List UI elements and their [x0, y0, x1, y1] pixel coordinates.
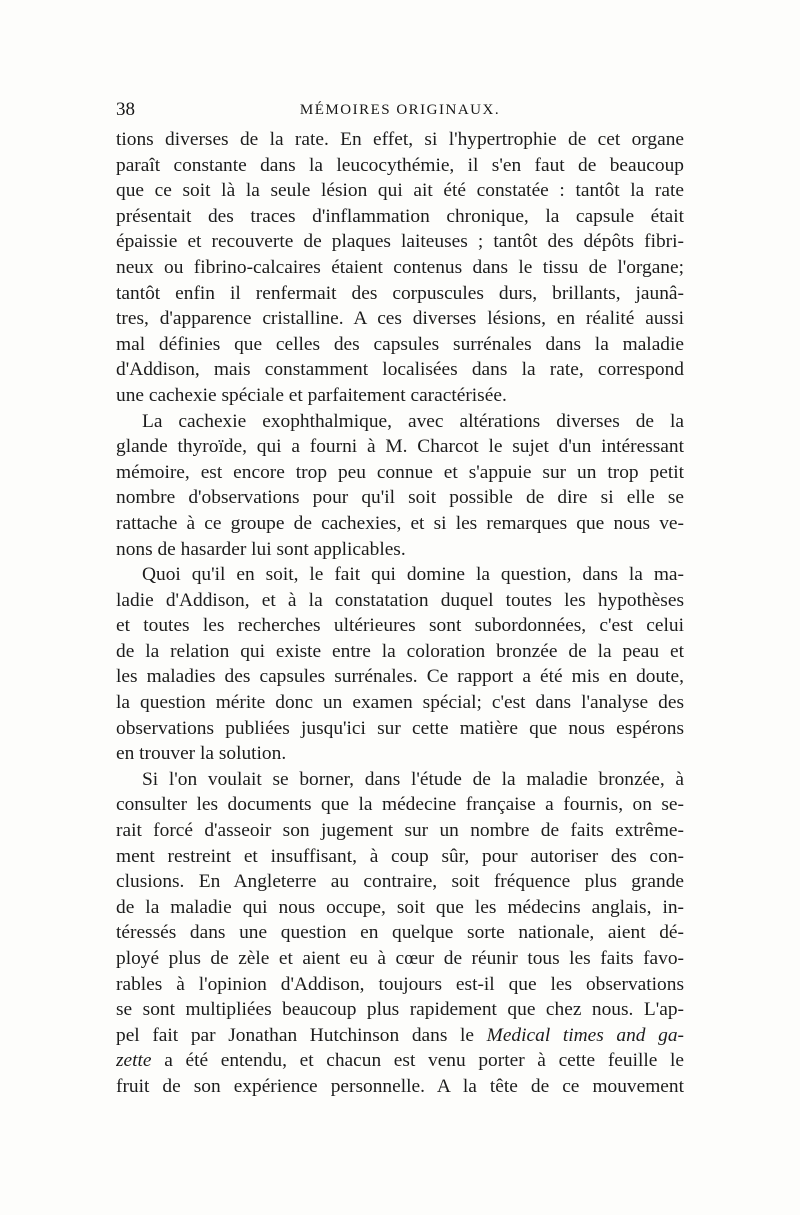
- text-line: fruit de son expérience personnelle. A la tête de ce mouvement: [116, 1075, 684, 1097]
- text-line: tions diverses de la rate. En effet, si l'hypertrophie de cet organe: [116, 129, 684, 150]
- text-line: de la relation qui existe entre la coloration bronzée de la peau et: [116, 640, 684, 662]
- text-line: mémoire, est encore trop peu connue et s'appuie sur un trop petit: [116, 461, 684, 483]
- text-line: la question mérite donc un examen spécial; c'est dans l'analyse des: [116, 692, 684, 714]
- text-line: de la maladie qui nous occupe, soit que les médecins anglais, in-: [116, 896, 684, 918]
- text-line: [116, 1048, 684, 1074]
- text-line: une cachexie spéciale et parfaitement caractérisée.: [116, 384, 507, 406]
- text-line: téressés dans une question en quelque sorte nationale, aient dé-: [116, 922, 684, 944]
- text-line: consulter les documents que la médecine française a fournis, on se-: [116, 794, 684, 816]
- text-line: tres, d'apparence cristalline. A ces diverses lésions, en réalité aussi: [116, 308, 684, 330]
- text-line: tantôt enfin il renfermait des corpuscules durs, brillants, jaunâ-: [116, 282, 684, 304]
- text-line: La cachexie exophthalmique, avec altérations diverses de la: [142, 410, 684, 432]
- text-fragment: pel fait par Jonathan Hutchinson dans le: [116, 1024, 487, 1046]
- text-line: rait forcé d'asseoir son jugement sur un nombre de faits extrême-: [116, 820, 684, 842]
- running-head: [116, 98, 684, 122]
- text-line: épaissie et recouverte de plaques laiteuses ; tantôt des dépôts fibri-: [116, 231, 684, 253]
- text-line: et toutes les recherches ultérieures sont subordonnées, c'est celui: [116, 615, 684, 637]
- text-line: présentait des traces d'inflammation chronique, la capsule était: [116, 205, 684, 227]
- text-line: mal définies que celles des capsules surrénales dans la maladie: [116, 333, 684, 355]
- text-line: ment restreint et insuffisant, à coup sûr, pour autoriser des con-: [116, 845, 684, 867]
- text-line: les maladies des capsules surrénales. Ce rapport a été mis en doute,: [116, 666, 684, 688]
- text-line: Si l'on voulait se borner, dans l'étude de la maladie bronzée, à: [142, 768, 684, 790]
- text-line: Quoi qu'il en soit, le fait qui domine la question, dans la ma-: [142, 564, 684, 586]
- journal-title: Medical times and ga-: [486, 1024, 684, 1046]
- journal-title-end: zette: [116, 1050, 152, 1072]
- text-line: glande thyroïde, qui a fourni à M. Charcot le sujet d'un intéressant: [116, 436, 684, 458]
- text-line: d'Addison, mais constamment localisées dans la rate, correspond: [116, 359, 684, 381]
- text-line: ladie d'Addison, et à la constatation duquel toutes les hypothèses: [116, 589, 684, 611]
- text-line: clusions. En Angleterre au contraire, soit fréquence plus grande: [116, 871, 684, 893]
- page-number: 38: [116, 99, 135, 120]
- running-title: MÉMOIRES ORIGINAUX.: [299, 102, 501, 118]
- text-line: nombre d'observations pour qu'il soit possible de dire si elle se: [116, 487, 684, 509]
- text-line: observations publiées jusqu'ici sur cette matière que nous espérons: [116, 717, 684, 739]
- text-fragment: a été entendu, et chacun est venu porter à cette feuille le: [151, 1050, 684, 1072]
- text-line: rattache à ce groupe de cachexies, et si les remarques que nous ve-: [116, 512, 684, 534]
- text-line: se sont multipliées beaucoup plus rapidement que chez nous. L'ap-: [116, 999, 684, 1021]
- text-line: [116, 1023, 684, 1049]
- text-line: en trouver la solution.: [116, 743, 287, 765]
- text-line: neux ou fibrino-calcaires étaient contenus dans le tissu de l'organe;: [116, 256, 684, 278]
- body-text: [116, 127, 684, 1100]
- text-line: ployé plus de zèle et aient eu à cœur de réunir tous les faits favo-: [116, 948, 684, 969]
- text-line: rables à l'opinion d'Addison, toujours est-il que les observations: [116, 973, 684, 995]
- text-line: paraît constante dans la leucocythémie, il s'en faut de beaucoup: [116, 154, 684, 176]
- text-line: nons de hasarder lui sont applicables.: [116, 538, 406, 560]
- text-line: que ce soit là la seule lésion qui ait été constatée : tantôt la rate: [116, 180, 684, 202]
